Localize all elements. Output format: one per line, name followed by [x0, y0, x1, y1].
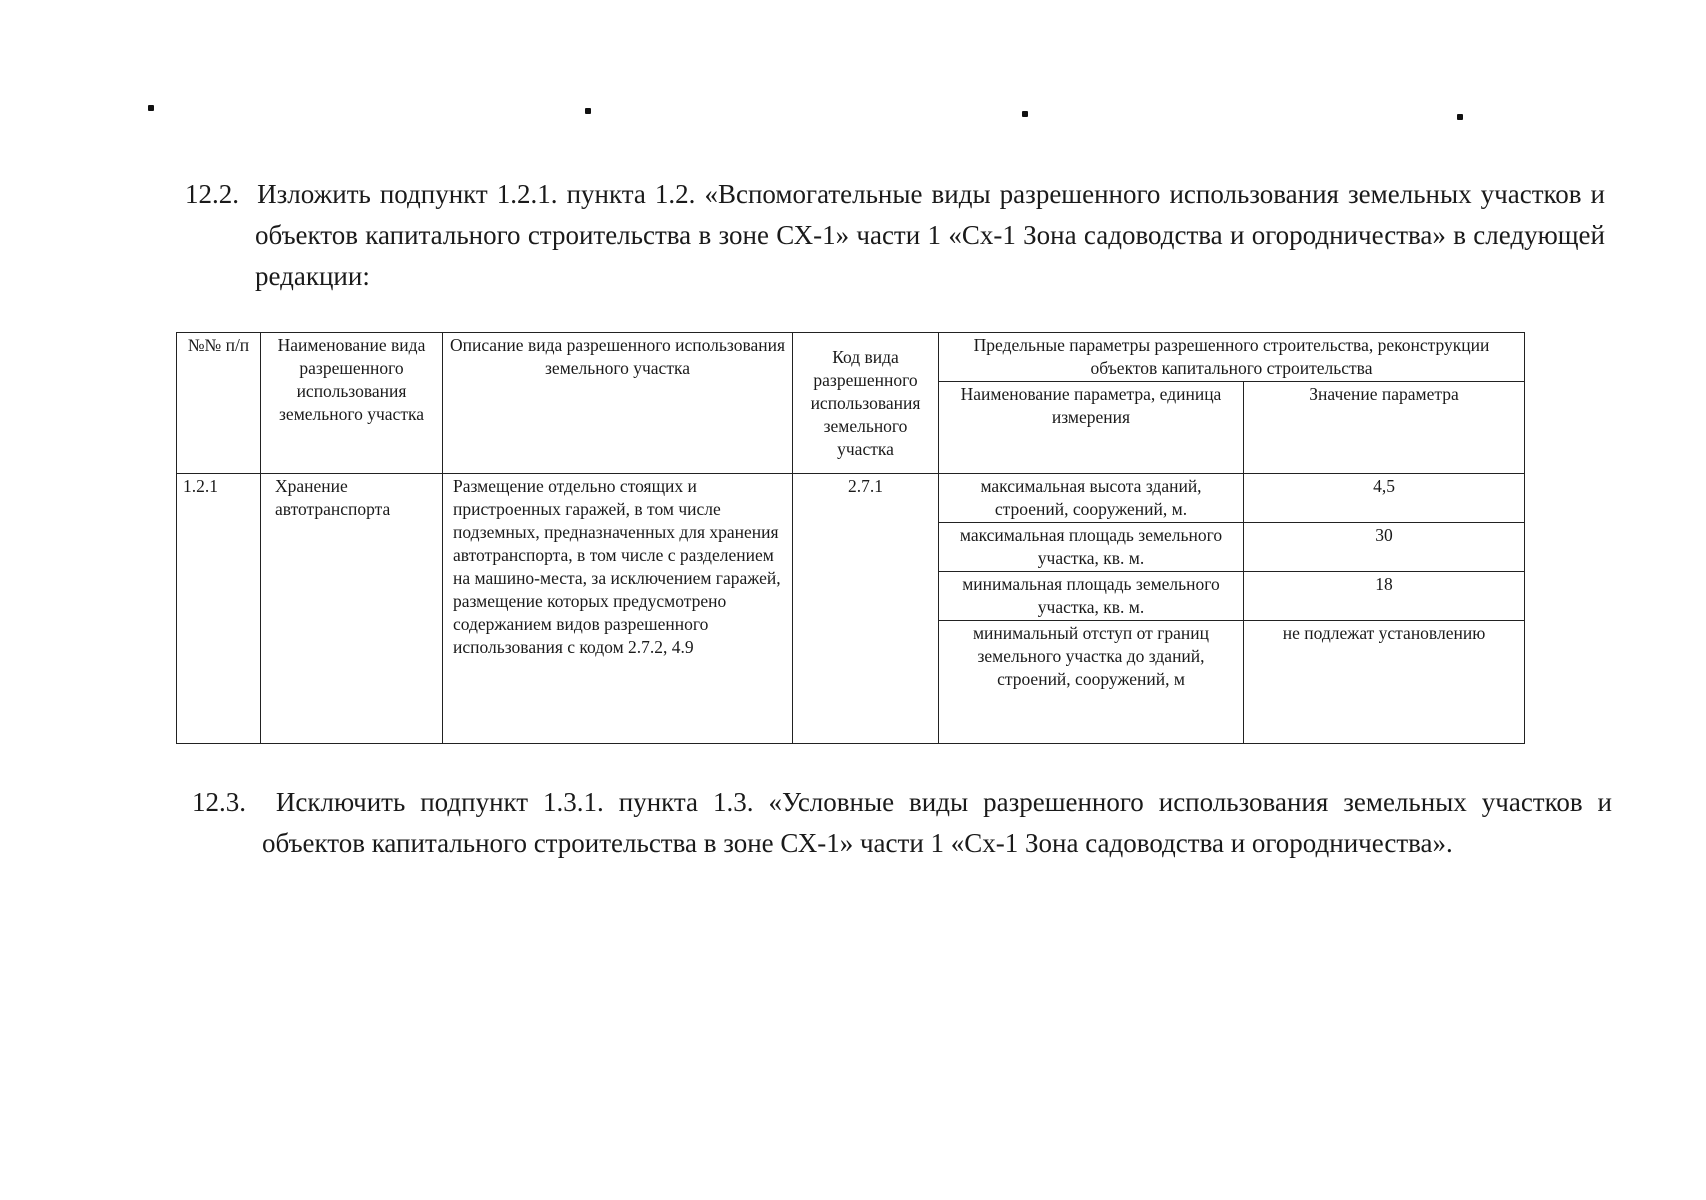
- param-name: минимальная площадь земельного участка, кв. м.: [939, 572, 1244, 621]
- paragraph-12-2-text: 12.2. Изложить подпункт 1.2.1. пункта 1.2. «Вспомогательные виды разрешенного использования земельных участков и объектов капитального строительства в зоне СХ-1» части 1 «Сх-1 Зона садоводства и огородничества» в следующей редакции:: [185, 179, 1606, 291]
- param-value: 18: [1244, 572, 1525, 621]
- scan-mark-1: [148, 105, 154, 111]
- paragraph-12-3-number: 12.3.: [192, 787, 246, 817]
- header-limits: Предельные параметры разрешенного строительства, реконструкции объектов капитального строительства: [939, 333, 1525, 382]
- row-code: 2.7.1: [793, 474, 939, 744]
- header-param-value: Значение параметра: [1244, 382, 1525, 474]
- row-description: Размещение отдельно стоящих и пристроенных гаражей, в том числе подземных, предназначенных для хранения автотранспорта, в том числе с разделением на машино-места, за исключением гаражей, размещение которых предусмотрено содержанием видов разрешенного использования с кодом 2.7.2, 4.9: [443, 474, 793, 744]
- table-header-row-1: [177, 333, 1525, 382]
- header-param-name: Наименование параметра, единица измерения: [939, 382, 1244, 474]
- header-num: №№ п/п: [177, 333, 261, 474]
- param-name: максимальная площадь земельного участка, кв. м.: [939, 523, 1244, 572]
- scan-mark-3: [1022, 111, 1028, 117]
- param-name: максимальная высота зданий, строений, сооружений, м.: [939, 474, 1244, 523]
- param-value: не подлежат установлению: [1244, 621, 1525, 744]
- row-name: Хранение автотранспорта: [261, 474, 443, 744]
- paragraph-12-3: [192, 782, 1612, 864]
- paragraph-12-2: [185, 174, 1605, 297]
- param-value: 30: [1244, 523, 1525, 572]
- header-name: Наименование вида разрешенного использования земельного участка: [261, 333, 443, 474]
- permitted-use-table: [176, 332, 1525, 744]
- header-code: Код вида разрешенного использования земельного участка: [793, 333, 939, 474]
- scan-mark-4: [1457, 114, 1463, 120]
- header-description: Описание вида разрешенного использования земельного участка: [443, 333, 793, 474]
- paragraph-12-3-text: 12.3. Исключить подпункт 1.3.1. пункта 1.3. «Условные виды разрешенного использования земельных участков и объектов капитального строительства в зоне СХ-1» части 1 «Сх-1 Зона садоводства и огородничества».: [192, 787, 1613, 858]
- paragraph-12-2-number: 12.2.: [185, 179, 239, 209]
- row-num: 1.2.1: [177, 474, 261, 744]
- table-row: [177, 474, 1525, 523]
- param-name: минимальный отступ от границ земельного участка до зданий, строений, сооружений, м: [939, 621, 1244, 744]
- param-value: 4,5: [1244, 474, 1525, 523]
- scan-mark-2: [585, 108, 591, 114]
